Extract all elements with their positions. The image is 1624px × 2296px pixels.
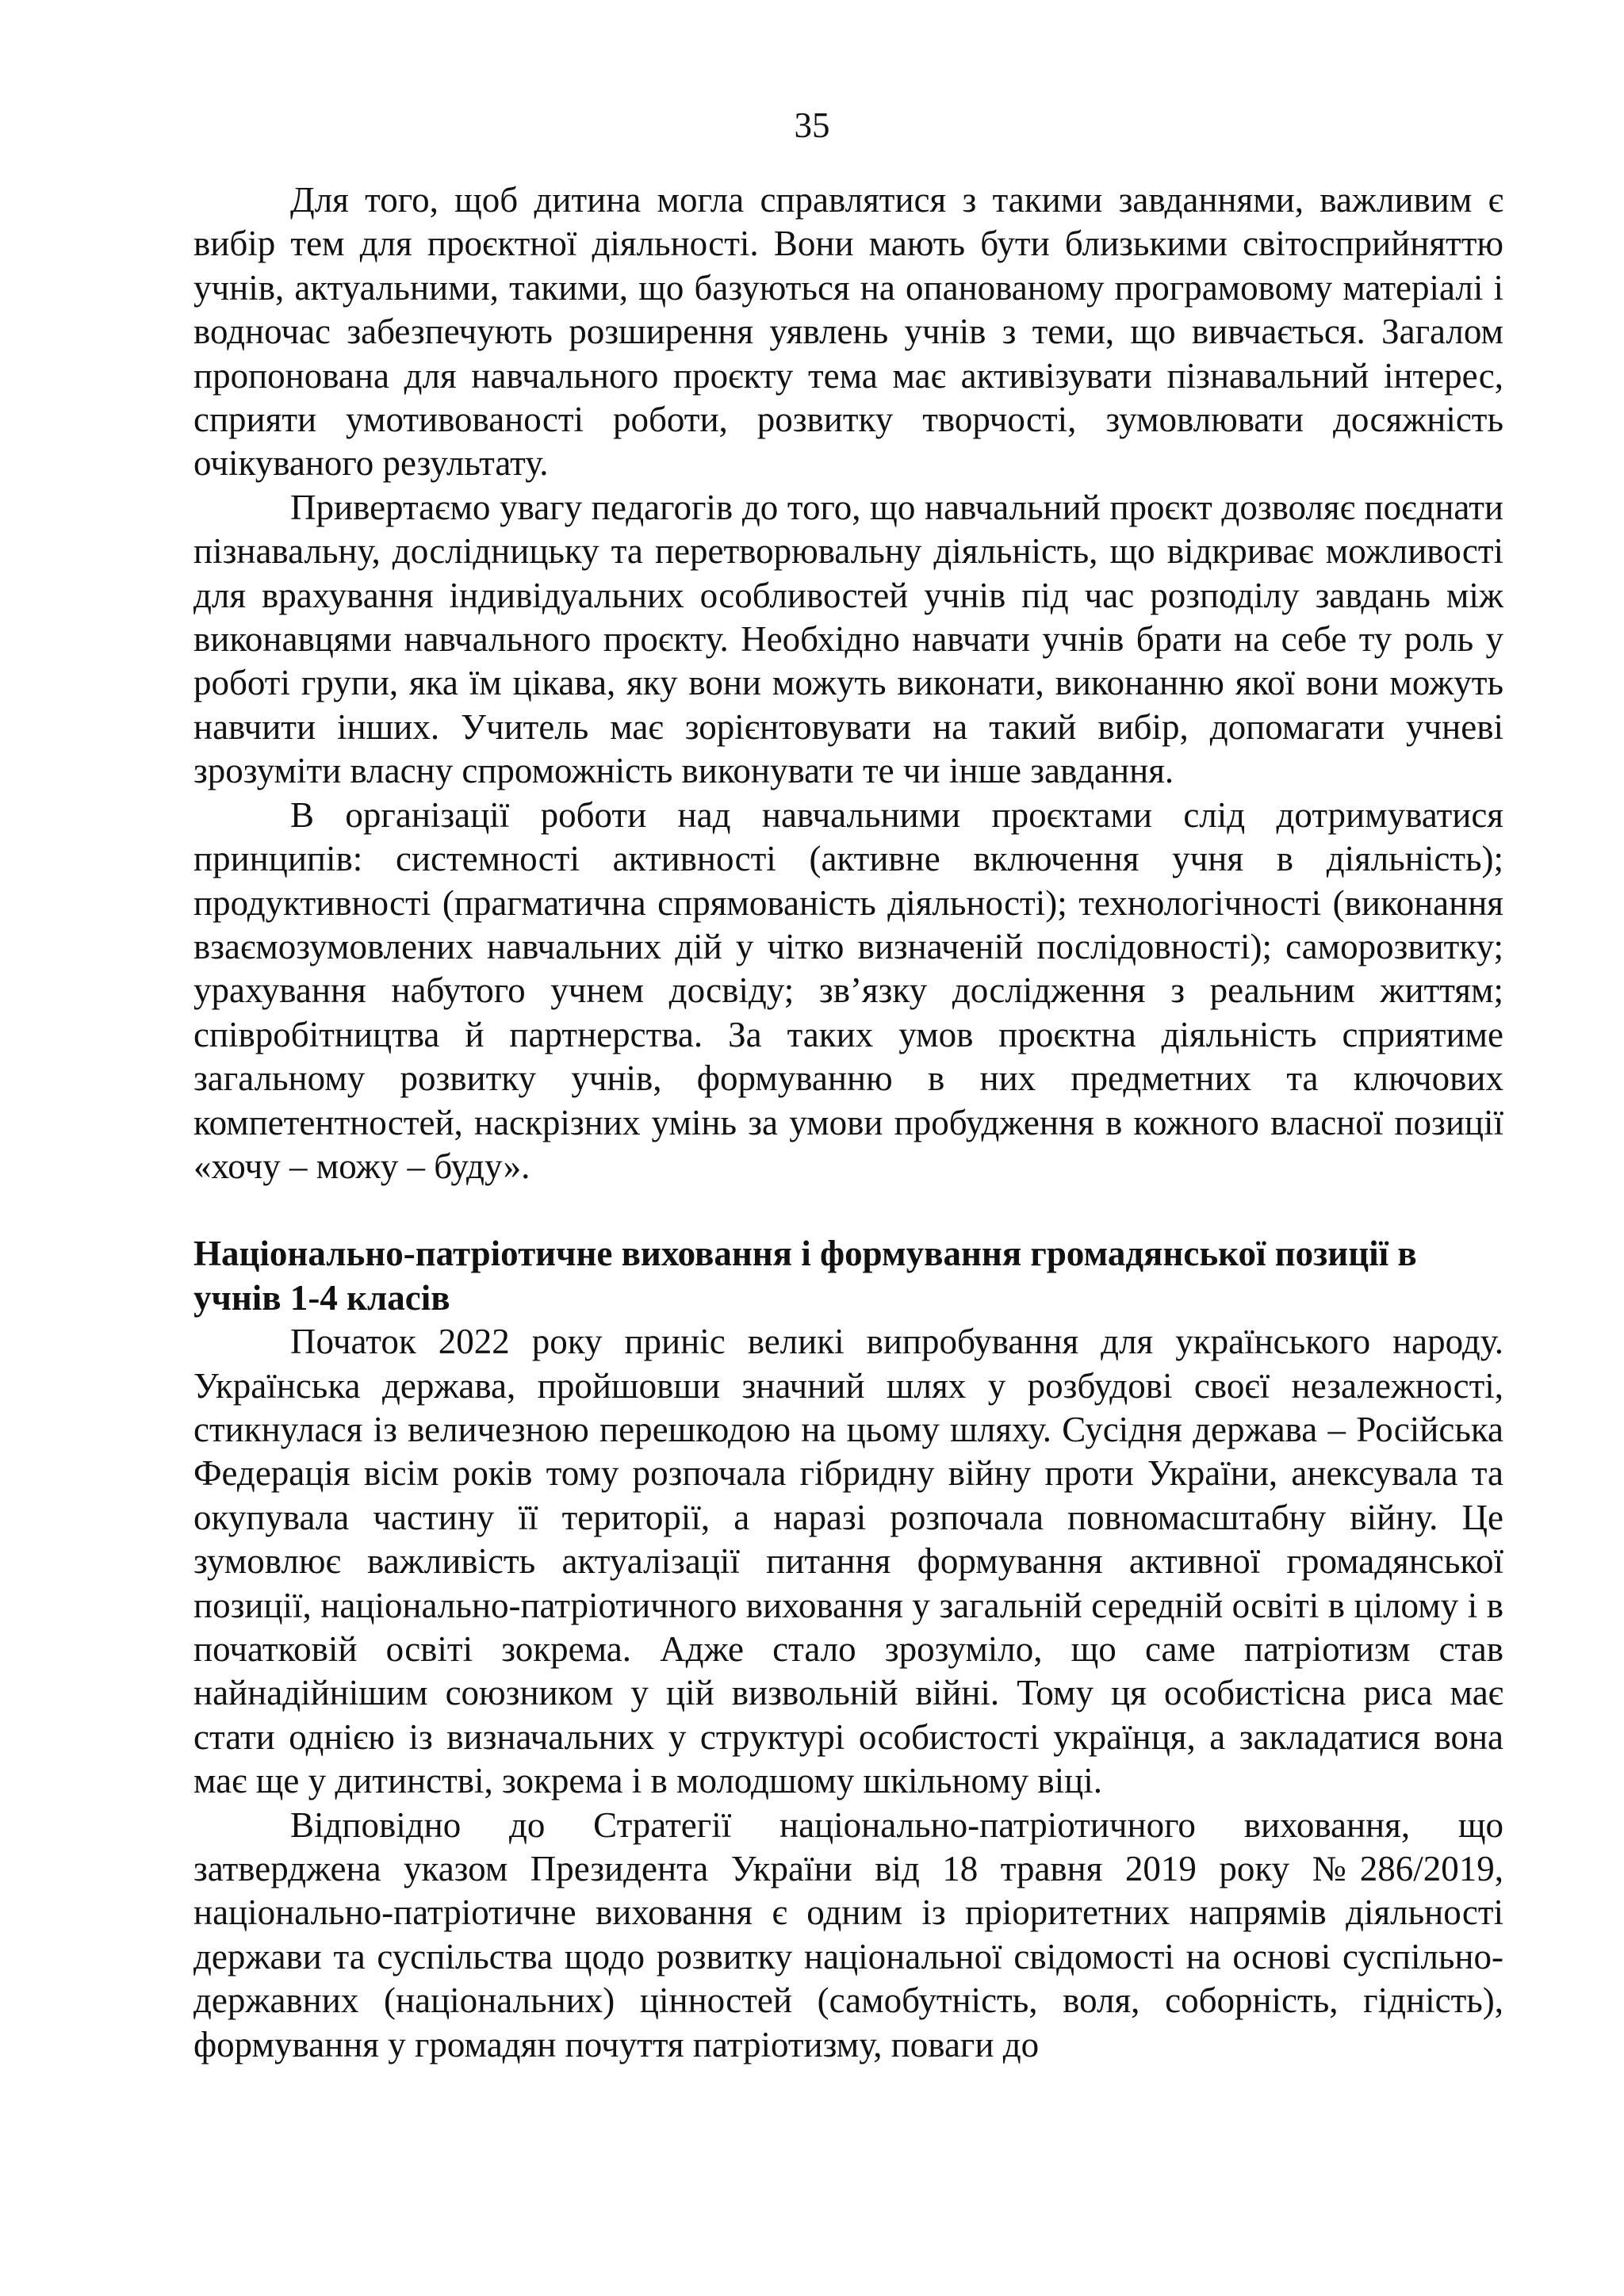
body-paragraph: Відповідно до Стратегії національно-патріотичного виховання, що затверджена указом Президента України від 18 травня 2019 року №286/2019, національно-патріотичне виховання є одним із пріоритетних напрямів діяльності держави та суспільства щодо розвитку національної свідомості на основі суспільно-державних (національних) цінностей (самобутність, воля, соборність, гідність), формування у громадян почуття патріотизму, поваги до (193, 1804, 1503, 2064)
body-paragraph: В організації роботи над навчальними проєктами слід дотримуватися принципів: системності активності (активне включення учня в діяльність); продуктивності (прагматична спрямованість діяльності); технологічності (виконання взаємозумовлених навчальних дій у чітко визначеній послідовності); саморозвитку; урахування набутого учнем досвіду; зв’язку дослідження з реальним життям; співробітництва й партнерства. За таких умов проєктна діяльність сприятиме загальному розвитку учнів, формуванню в них предметних та ключових компетентностей, наскрізних умінь за умови пробудження в кожного власної позиції «хочу – можу – буду». (193, 794, 1503, 1186)
page-body (193, 178, 1503, 2067)
body-paragraph: Для того, щоб дитина могла справлятися з такими завданнями, важливим є вибір тем для проєктної діяльності. Вони мають бути близькими світосприйняттю учнів, актуальними, такими, що базуються на опанованому програмовому матеріалі і водночас забезпечують розширення уявлень учнів з теми, що вивчається. Загалом пропонована для навчального проєкту тема має активізувати пізнавальний інтерес, сприяти умотивованості роботи, розвитку творчості, зумовлювати досяжність очікуваного результату. (193, 180, 1503, 484)
section-heading: Національно-патріотичне виховання і формування громадянської позиції в учнів 1-4 класів (193, 1234, 1417, 1318)
body-paragraph: Початок 2022 року приніс великі випробування для українського народу. Українська держава, пройшовши значний шлях у розбудові своєї незалежності, стикнулася із величезною перешкодою на цьому шляху. Сусідня держава – Російська Федерація вісім років тому розпочала гібридну війну проти України, анексувала та окупувала частину її території, а наразі розпочала повномасштабну війну. Це зумовлює важливість актуалізації питання формування активної громадянської позиції, національно-патріотичного виховання у загальній середній освіті в цілому і в початковій освіті зокрема. Адже стало зрозуміло, що саме патріотизм став найнадійнішим союзником у цій визвольній війні. Тому ця особистісна риса має стати однією із визначальних у структурі особистості українця, а закладатися вона має ще у дитинстві, зокрема і в молодшому шкільному віці. (193, 1322, 1503, 1801)
body-paragraph: Привертаємо увагу педагогів до того, що навчальний проєкт дозволяє поєднати пізнавальну, дослідницьку та перетворювальну діяльність, що відкриває можливості для врахування індивідуальних особливостей учнів під час розподілу завдань між виконавцями навчального проєкту. Необхідно навчати учнів брати на себе ту роль у роботі групи, яка їм цікава, яку вони можуть виконати, виконанню якої вони можуть навчити інших. Учитель має зорієнтовувати на такий вибір, допомагати учневі зрозуміти власну спроможність виконувати те чи інше завдання. (193, 487, 1503, 791)
page-number: 35 (794, 105, 830, 145)
